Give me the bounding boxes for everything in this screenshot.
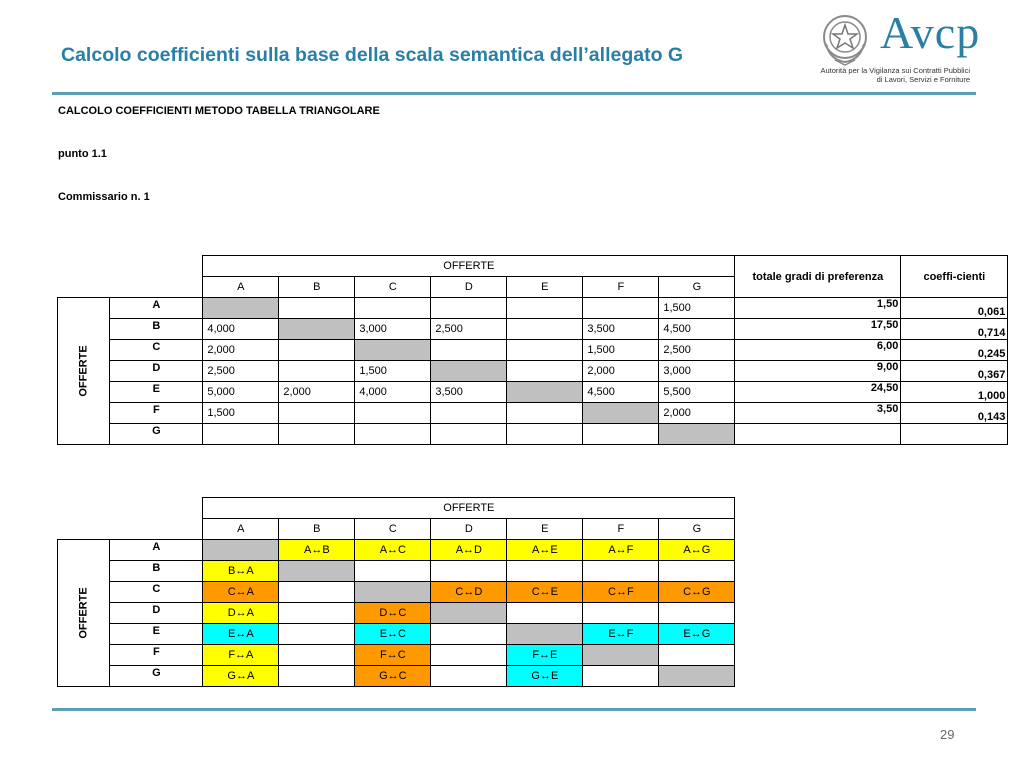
- total-cell: 17,50: [735, 319, 901, 340]
- value-cell: [431, 361, 507, 382]
- table1-group-header-row: [58, 256, 1008, 277]
- value-cell: 5,500: [659, 382, 735, 403]
- comparison-cell: [583, 603, 659, 624]
- column-header-a: A: [203, 277, 279, 298]
- value-cell: 4,500: [583, 382, 659, 403]
- comparison-cell: [279, 666, 355, 687]
- total-cell: [735, 424, 901, 445]
- coefficient-cell: 0,061: [901, 298, 1008, 319]
- table-row: [58, 361, 1008, 382]
- row-label-d: D: [110, 603, 203, 624]
- value-cell: 1,500: [203, 403, 279, 424]
- table-row: [58, 319, 1008, 340]
- coefficient-cell: 0,143: [901, 403, 1008, 424]
- value-cell: 2,000: [279, 382, 355, 403]
- comparison-cell: [507, 561, 583, 582]
- comparison-table: [57, 497, 735, 687]
- point-label: punto 1.1: [58, 148, 107, 160]
- value-cell: [203, 298, 279, 319]
- value-cell: [355, 424, 431, 445]
- comparison-cell: C↔D: [431, 582, 507, 603]
- value-cell: [355, 340, 431, 361]
- republic-emblem-icon: [820, 12, 870, 66]
- table-row: [58, 582, 735, 603]
- commissioner-label: Commissario n. 1: [58, 191, 150, 203]
- comparison-cell: [355, 582, 431, 603]
- table-row: [58, 603, 735, 624]
- value-cell: 2,000: [583, 361, 659, 382]
- value-cell: 2,500: [203, 361, 279, 382]
- comparison-cell: [431, 561, 507, 582]
- logo-tagline-line-2: di Lavori, Servizi e Forniture: [876, 75, 970, 85]
- top-divider: [52, 92, 976, 95]
- row-label-a: A: [110, 298, 203, 319]
- empty-corner: [58, 519, 203, 540]
- value-cell: [279, 298, 355, 319]
- comparison-cell: [431, 666, 507, 687]
- value-cell: [203, 424, 279, 445]
- column-header-g: G: [659, 519, 735, 540]
- value-cell: [583, 403, 659, 424]
- row-label-f: F: [110, 403, 203, 424]
- comparison-cell: [279, 582, 355, 603]
- comparison-cell: [659, 666, 735, 687]
- coefficient-cell: 0,245: [901, 340, 1008, 361]
- column-header-f: F: [583, 519, 659, 540]
- column-header-a: A: [203, 519, 279, 540]
- value-cell: 3,500: [583, 319, 659, 340]
- row-label-d: D: [110, 361, 203, 382]
- value-cell: [507, 403, 583, 424]
- empty-corner: [58, 498, 203, 519]
- row-label-b: B: [110, 319, 203, 340]
- column-header-c: C: [355, 277, 431, 298]
- row-group-text: OFFERTE: [77, 587, 90, 639]
- value-cell: [507, 298, 583, 319]
- value-cell: [583, 424, 659, 445]
- comparison-cell: [279, 645, 355, 666]
- total-cell: 9,00: [735, 361, 901, 382]
- value-cell: 1,500: [659, 298, 735, 319]
- comparison-cell: [279, 603, 355, 624]
- value-cell: 1,500: [355, 361, 431, 382]
- comparison-cell: G↔A: [203, 666, 279, 687]
- row-label-c: C: [110, 582, 203, 603]
- value-cell: [507, 382, 583, 403]
- value-cell: 4,500: [659, 319, 735, 340]
- coefficient-header: coeffi-cienti: [901, 256, 1008, 298]
- coefficient-cell: 0,367: [901, 361, 1008, 382]
- table-row: [58, 403, 1008, 424]
- total-cell: 3,50: [735, 403, 901, 424]
- comparison-cell: [659, 561, 735, 582]
- empty-corner: [58, 256, 203, 277]
- comparison-cell: C↔G: [659, 582, 735, 603]
- logo-tagline: [818, 66, 970, 85]
- comparison-cell: F↔A: [203, 645, 279, 666]
- value-cell: [279, 319, 355, 340]
- value-cell: 2,000: [659, 403, 735, 424]
- table-row: [58, 561, 735, 582]
- page-number: 29: [940, 727, 955, 742]
- comparison-cell: A↔F: [583, 540, 659, 561]
- table-row: [58, 340, 1008, 361]
- table-row: [58, 424, 1008, 445]
- value-cell: [431, 424, 507, 445]
- comparison-cell: [507, 624, 583, 645]
- column-header-g: G: [659, 277, 735, 298]
- column-header-b: B: [279, 277, 355, 298]
- value-cell: [279, 340, 355, 361]
- comparison-cell: [355, 561, 431, 582]
- comparison-cell: [659, 603, 735, 624]
- row-label-b: B: [110, 561, 203, 582]
- comparison-cell: D↔C: [355, 603, 431, 624]
- row-group-text: OFFERTE: [77, 345, 90, 397]
- value-cell: 1,500: [583, 340, 659, 361]
- comparison-cell: [583, 645, 659, 666]
- preference-table: [57, 255, 1008, 445]
- empty-corner: [58, 277, 203, 298]
- comparison-cell: [583, 666, 659, 687]
- table-row: [58, 666, 735, 687]
- column-header-d: D: [431, 519, 507, 540]
- coefficient-cell: 0,714: [901, 319, 1008, 340]
- coefficient-cell: [901, 424, 1008, 445]
- table2-group-header-row: [58, 498, 735, 519]
- avcp-logo: [818, 7, 981, 90]
- value-cell: [355, 403, 431, 424]
- table2-column-header-row: [58, 519, 735, 540]
- value-cell: [507, 361, 583, 382]
- total-cell: 6,00: [735, 340, 901, 361]
- logo-wordmark: Avcp: [880, 7, 981, 58]
- comparison-cell: A↔C: [355, 540, 431, 561]
- section-heading: CALCOLO COEFFICIENTI METODO TABELLA TRIANGOLARE: [58, 105, 380, 117]
- comparison-cell: A↔E: [507, 540, 583, 561]
- comparison-cell: F↔C: [355, 645, 431, 666]
- comparison-cell: E↔F: [583, 624, 659, 645]
- comparison-cell: [583, 561, 659, 582]
- value-cell: 2,000: [203, 340, 279, 361]
- value-cell: [279, 424, 355, 445]
- comparison-cell: [203, 540, 279, 561]
- row-label-c: C: [110, 340, 203, 361]
- row-label-f: F: [110, 645, 203, 666]
- value-cell: 4,000: [355, 382, 431, 403]
- comparison-cell: E↔G: [659, 624, 735, 645]
- comparison-cell: D↔A: [203, 603, 279, 624]
- offerte-header: OFFERTE: [203, 498, 735, 519]
- comparison-cell: [431, 603, 507, 624]
- comparison-cell: C↔F: [583, 582, 659, 603]
- offerte-header: OFFERTE: [203, 256, 735, 277]
- row-label-e: E: [110, 624, 203, 645]
- comparison-cell: [507, 603, 583, 624]
- value-cell: 4,000: [203, 319, 279, 340]
- table-row: [58, 298, 1008, 319]
- value-cell: [279, 361, 355, 382]
- slide-title: Calcolo coefficienti sulla base della scala semantica dell’allegato G: [61, 44, 684, 66]
- comparison-cell: G↔C: [355, 666, 431, 687]
- value-cell: [279, 403, 355, 424]
- total-cell: 24,50: [735, 382, 901, 403]
- value-cell: 2,500: [431, 319, 507, 340]
- comparison-cell: A↔B: [279, 540, 355, 561]
- comparison-cell: C↔E: [507, 582, 583, 603]
- value-cell: 2,500: [659, 340, 735, 361]
- table-row: [58, 624, 735, 645]
- total-preference-header: totale gradi di preferenza: [735, 256, 901, 298]
- comparison-cell: [279, 624, 355, 645]
- column-header-e: E: [507, 277, 583, 298]
- row-label-a: A: [110, 540, 203, 561]
- value-cell: 3,000: [355, 319, 431, 340]
- value-cell: [507, 340, 583, 361]
- logo-tagline-line-1: Autorità per la Vigilanza sui Contratti Pubblici: [820, 66, 970, 75]
- value-cell: [507, 319, 583, 340]
- comparison-cell: A↔D: [431, 540, 507, 561]
- value-cell: [507, 424, 583, 445]
- value-cell: [431, 340, 507, 361]
- comparison-cell: [431, 624, 507, 645]
- comparison-cell: [279, 561, 355, 582]
- comparison-cell: G↔E: [507, 666, 583, 687]
- value-cell: [431, 403, 507, 424]
- column-header-c: C: [355, 519, 431, 540]
- value-cell: [659, 424, 735, 445]
- row-group-label: [58, 540, 110, 687]
- comparison-cell: A↔G: [659, 540, 735, 561]
- comparison-cell: [431, 645, 507, 666]
- column-header-d: D: [431, 277, 507, 298]
- value-cell: [431, 298, 507, 319]
- table-row: [58, 540, 735, 561]
- value-cell: [583, 298, 659, 319]
- comparison-cell: E↔C: [355, 624, 431, 645]
- total-cell: 1,50: [735, 298, 901, 319]
- table-row: [58, 645, 735, 666]
- bottom-divider: [52, 708, 976, 711]
- value-cell: 3,000: [659, 361, 735, 382]
- column-header-f: F: [583, 277, 659, 298]
- table-row: [58, 382, 1008, 403]
- comparison-cell: C↔A: [203, 582, 279, 603]
- comparison-cell: F↔E: [507, 645, 583, 666]
- coefficient-cell: 1,000: [901, 382, 1008, 403]
- row-group-label: [58, 298, 110, 445]
- row-label-g: G: [110, 424, 203, 445]
- value-cell: 3,500: [431, 382, 507, 403]
- column-header-b: B: [279, 519, 355, 540]
- value-cell: [355, 298, 431, 319]
- comparison-cell: B↔A: [203, 561, 279, 582]
- row-label-g: G: [110, 666, 203, 687]
- comparison-cell: [659, 645, 735, 666]
- row-label-e: E: [110, 382, 203, 403]
- comparison-cell: E↔A: [203, 624, 279, 645]
- value-cell: 5,000: [203, 382, 279, 403]
- column-header-e: E: [507, 519, 583, 540]
